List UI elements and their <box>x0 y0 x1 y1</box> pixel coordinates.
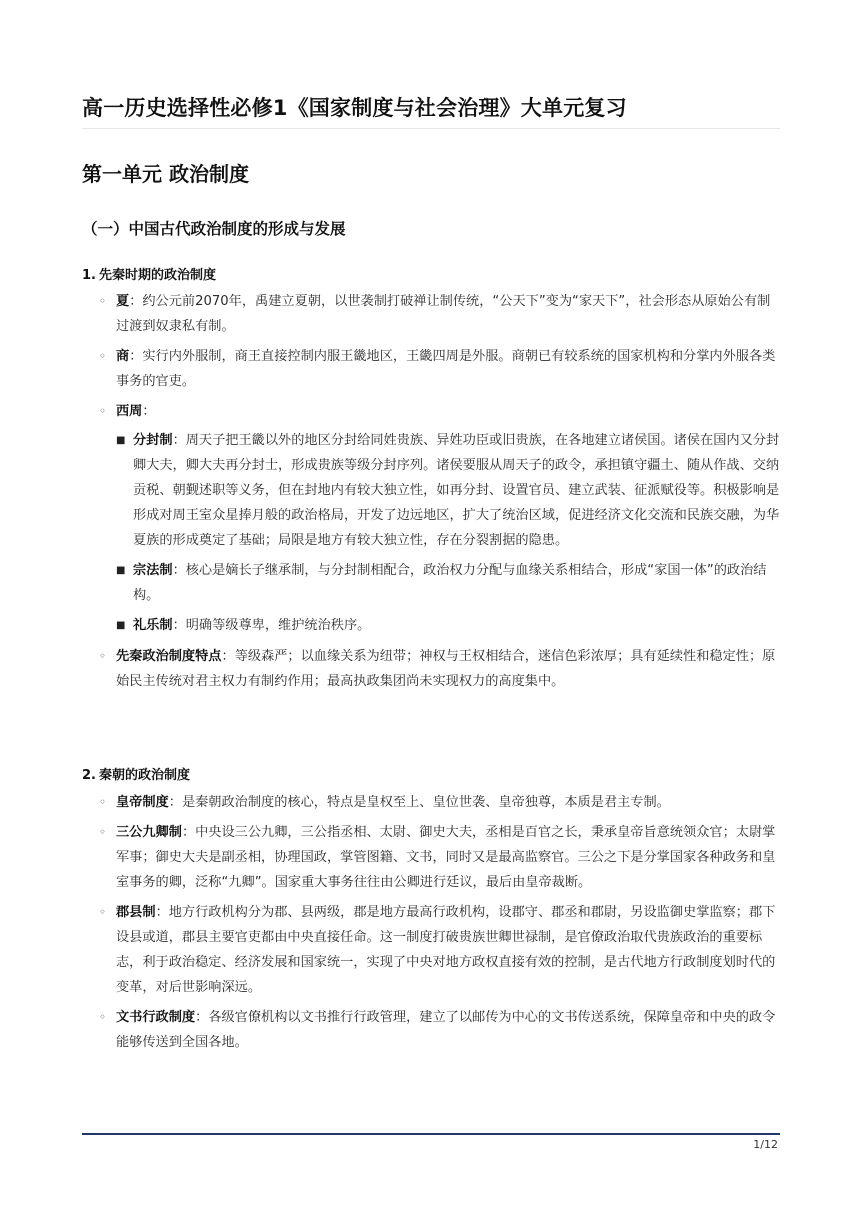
item-text: 是秦朝政治制度的核心，特点是皇权至上、皇位世袭、皇帝独尊，本质是君主专制。 <box>181 795 670 810</box>
page-number: 1/12 <box>753 1138 778 1151</box>
subsection-title: 秦朝的政治制度 <box>98 768 190 783</box>
item-term: 三公九卿制 <box>116 825 182 840</box>
hollow-circle-bullet-icon: ◦ <box>99 404 107 418</box>
subsection-title: 先秦时期的政治制度 <box>98 268 216 283</box>
item-separator: ： <box>129 349 143 364</box>
item-separator: ： <box>181 825 196 840</box>
list-item-western-zhou <box>99 399 780 638</box>
item-term: 夏 <box>116 294 130 309</box>
subsection-number: 2. <box>82 768 96 783</box>
item-text: 实行内外服制，商王直接控制内服王畿地区，王畿四周是外服。商朝已有较系统的国家机构和分掌内外服各类事务的官吏。 <box>116 349 776 389</box>
item-term: 礼乐制 <box>133 618 173 633</box>
sublist-item-zongfa <box>116 558 780 608</box>
hollow-circle-bullet-icon: ◦ <box>99 294 107 308</box>
list-item-commandery-county <box>99 900 780 1000</box>
square-bullet-icon: ■ <box>116 435 126 446</box>
item-text: 等级森严；以血缘关系为纽带；神权与王权相结合，迷信色彩浓厚；具有延续性和稳定性；原始民主传统对君主权力有制约作用；最高执政集团尚未实现权力的高度集中。 <box>116 649 776 689</box>
subsection-heading-qin <box>82 764 190 783</box>
item-separator: ： <box>168 795 182 810</box>
item-separator: ： <box>172 618 186 633</box>
item-term: 郡县制 <box>116 905 156 920</box>
subsection-number: 1. <box>82 268 96 283</box>
item-separator: ： <box>142 404 156 419</box>
hollow-circle-bullet-icon: ◦ <box>99 1010 107 1024</box>
square-bullet-icon: ■ <box>116 620 126 631</box>
item-text: 明确等级尊卑，维护统治秩序。 <box>185 618 371 633</box>
item-separator: ： <box>172 563 186 578</box>
item-separator: ： <box>195 1010 209 1025</box>
hollow-circle-bullet-icon: ◦ <box>99 905 107 919</box>
item-term: 文书行政制度 <box>116 1010 196 1025</box>
item-term: 商 <box>116 349 130 364</box>
list-item-emperor-system <box>99 790 780 815</box>
list-item-document-administration <box>99 1005 780 1055</box>
footer-divider <box>82 1133 780 1135</box>
item-text: 各级官僚机构以文书推行行政管理，建立了以邮传为中心的文书传送系统，保障皇帝和中央的政令能够传送到全国各地。 <box>116 1010 776 1050</box>
unit-title: 第一单元 政治制度 <box>82 162 249 186</box>
item-text: 核心是嫡长子继承制，与分封制相配合，政治权力分配与血缘关系相结合，形成“家国一体”的政治结构。 <box>133 563 767 603</box>
sublist-item-liyue <box>116 613 780 638</box>
item-text: 周天子把王畿以外的地区分封给同姓贵族、异姓功臣或旧贵族，在各地建立诸侯国。诸侯在国内又分封卿大夫，卿大夫再分封士，形成贵族等级分封序列。诸侯要服从周天子的政令，承担镇守疆土、随从作战、交纳贡税、朝觐述职等义务，但在封地内有较大独立性，如再分封、设置官员、建立武装、征派赋役等。积极影响是形成对周王室众星捧月般的政治格局，开发了边远地区，扩大了统治区域，促进经济文化交流和民族交融，为华夏族的形成奠定了基础；局限是地方有较大独立性，存在分裂割据的隐患。 <box>133 433 780 548</box>
item-term: 分封制 <box>133 433 173 448</box>
title-divider <box>82 128 780 129</box>
list-item-three-lords-nine-ministers <box>99 820 780 895</box>
list-item-xia <box>99 289 780 339</box>
document-title: 高一历史选择性必修1《国家制度与社会治理》大单元复习 <box>82 96 627 120</box>
hollow-circle-bullet-icon: ◦ <box>99 349 107 363</box>
qin-list <box>99 790 780 1060</box>
item-separator: ： <box>221 649 235 664</box>
subsection-heading-pre-qin <box>82 264 216 283</box>
item-term: 皇帝制度 <box>116 795 169 810</box>
item-separator: ： <box>172 433 186 448</box>
square-bullet-icon: ■ <box>116 565 126 576</box>
pre-qin-list <box>99 289 780 699</box>
item-term: 西周 <box>116 404 143 419</box>
sublist-item-fengjian <box>116 428 780 553</box>
item-separator: ： <box>129 294 143 309</box>
western-zhou-sublist <box>116 428 780 638</box>
hollow-circle-bullet-icon: ◦ <box>99 795 107 809</box>
list-item-pre-qin-features <box>99 644 780 694</box>
item-text: 约公元前2070年，禹建立夏朝，以世袭制打破禅让制传统，“公天下”变为“家天下”，社会形态从原始公有制过渡到奴隶私有制。 <box>116 294 771 334</box>
section-title: （一）中国古代政治制度的形成与发展 <box>82 220 346 238</box>
hollow-circle-bullet-icon: ◦ <box>99 649 107 663</box>
item-term: 先秦政治制度特点 <box>116 649 222 664</box>
item-separator: ： <box>155 905 169 920</box>
hollow-circle-bullet-icon: ◦ <box>99 825 107 839</box>
list-item-shang <box>99 344 780 394</box>
item-text: 地方行政机构分为郡、县两级，郡是地方最高行政机构，设郡守、郡丞和郡尉，另设监御史掌监察；郡下设县或道，郡县主要官吏都由中央直接任命。这一制度打破贵族世卿世禄制，是官僚政治取代贵族政治的重要标志，利于政治稳定、经济发展和国家统一，实现了中央对地方政权直接有效的控制，是古代地方行政制度划时代的变革，对后世影响深远。 <box>116 905 776 995</box>
item-term: 宗法制 <box>133 563 173 578</box>
item-text: 中央设三公九卿，三公指丞相、太尉、御史大夫，丞相是百官之长，秉承皇帝旨意统领众官；太尉掌军事；御史大夫是副丞相，协理国政，掌管图籍、文书，同时又是最高监察官。三公之下是分掌国家各种政务和皇室事务的卿，泛称“九卿”。国家重大事务往往由公卿进行廷议，最后由皇帝裁断。 <box>116 825 776 890</box>
